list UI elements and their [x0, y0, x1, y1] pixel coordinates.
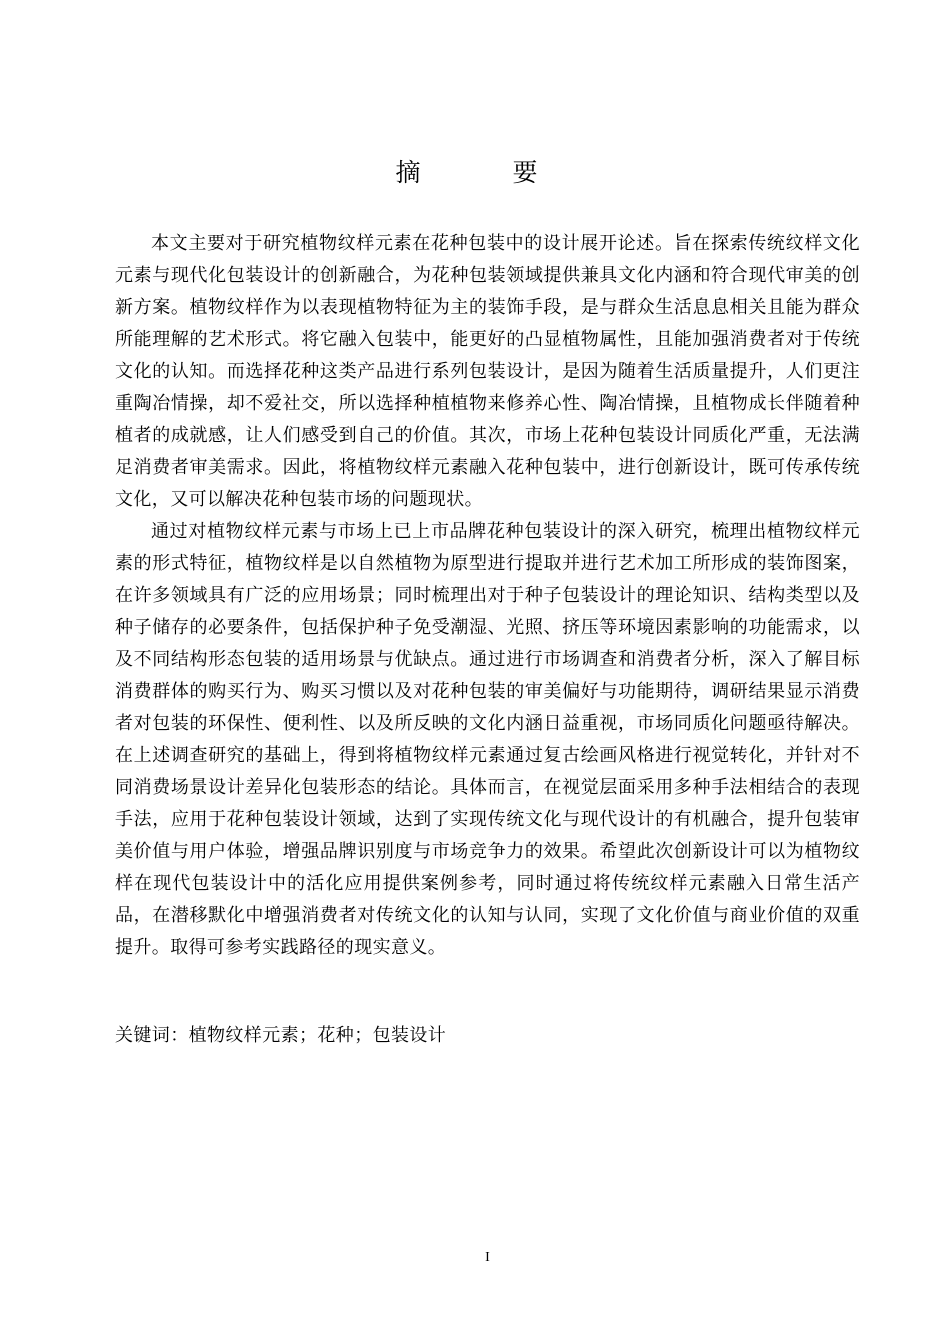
keywords-line: 关键词：植物纹样元素；花种；包装设计: [115, 1025, 447, 1046]
page-title: 摘 要: [395, 158, 580, 187]
abstract-body: [115, 228, 860, 964]
abstract-paragraph-1: 本文主要对于研究植物纹样元素在花种包装中的设计展开论述。旨在探索传统纹样文化元素与现代化包装设计的创新融合，为花种包装领域提供兼具文化内涵和符合现代审美的创新方案。植物纹样作为以表现植物特征为主的装饰手段，是与群众生活息息相关且能为群众所能理解的艺术形式。将它融入包装中，能更好的凸显植物属性，且能加强消费者对于传统文化的认知。而选择花种这类产品进行系列包装设计，是因为随着生活质量提升，人们更注重陶冶情操，却不爱社交，所以选择种植植物来修养心性、陶冶情操，且植物成长伴随着种植者的成就感，让人们感受到自己的价值。其次，市场上花种包装设计同质化严重，无法满足消费者审美需求。因此，将植物纹样元素融入花种包装中，进行创新设计，既可传承传统文化，又可以解决花种包装市场的问题现状。: [115, 233, 860, 510]
abstract-paragraph-2: 通过对植物纹样元素与市场上已上市品牌花种包装设计的深入研究，梳理出植物纹样元素的形式特征，植物纹样是以自然植物为原型进行提取并进行艺术加工所形成的装饰图案，在许多领域具有广泛的应用场景；同时梳理出对于种子包装设计的理论知识、结构类型以及种子储存的必要条件，包括保护种子免受潮湿、光照、挤压等环境因素影响的功能需求，以及不同结构形态包装的适用场景与优缺点。通过进行市场调查和消费者分析，深入了解目标消费群体的购买行为、购买习惯以及对花种包装的审美偏好与功能期待，调研结果显示消费者对包装的环保性、便利性、以及所反映的文化内涵日益重视，市场同质化问题亟待解决。在上述调查研究的基础上，得到将植物纹样元素通过复古绘画风格进行视觉转化，并针对不同消费场景设计差异化包装形态的结论。具体而言，在视觉层面采用多种手法相结合的表现手法，应用于花种包装设计领域，达到了实现传统文化与现代设计的有机融合，提升包装审美价值与用户体验，增强品牌识别度与市场竞争力的效果。希望此次创新设计可以为植物纹样在现代包装设计中的活化应用提供案例参考，同时通过将传统纹样元素融入日常生活产品，在潜移默化中增强消费者对传统文化的认知与认同，实现了文化价值与商业价值的双重提升。取得可参考实践路径的现实意义。: [115, 521, 860, 958]
page-number: I: [485, 1250, 490, 1265]
